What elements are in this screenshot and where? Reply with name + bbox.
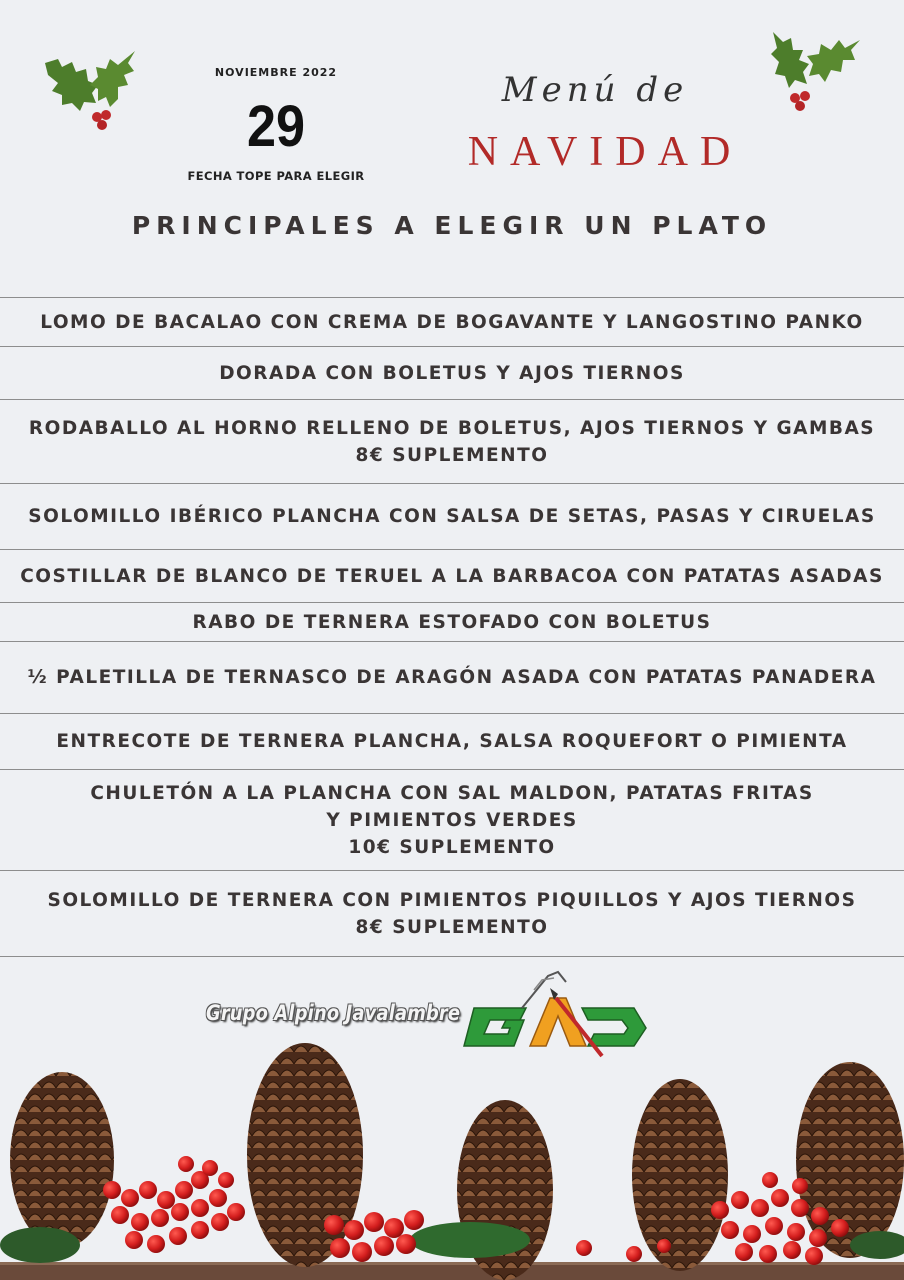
pinecone-icon bbox=[796, 1062, 904, 1258]
menu-item-text: SOLOMILLO DE TERNERA CON PIMIENTOS PIQUILLOS Y AJOS TIERNOS bbox=[47, 889, 857, 911]
menu-item-text: CHULETÓN A LA PLANCHA CON SAL MALDON, PATATAS FRITAS bbox=[90, 782, 814, 804]
menu-item bbox=[0, 713, 904, 769]
menu-item bbox=[0, 297, 904, 346]
menu-list bbox=[0, 297, 904, 957]
menu-item bbox=[0, 346, 904, 399]
holly-left-icon bbox=[40, 45, 140, 137]
menu-item-text: COSTILLAR DE BLANCO DE TERUEL A LA BARBACOA CON PATATAS ASADAS bbox=[20, 565, 884, 587]
pinecone-icon bbox=[632, 1079, 728, 1271]
menu-item-text: RABO DE TERNERA ESTOFADO CON BOLETUS bbox=[192, 611, 712, 633]
page-subtitle: PRINCIPALES A ELEGIR UN PLATO bbox=[131, 211, 773, 240]
date-caption: FECHA TOPE PARA ELEGIR bbox=[187, 169, 365, 183]
pinecone-scene bbox=[0, 1040, 904, 1280]
menu-item bbox=[0, 483, 904, 549]
menu-item-text: LOMO DE BACALAO CON CREMA DE BOGAVANTE Y LANGOSTINO PANKO bbox=[40, 311, 864, 333]
date-month: NOVIEMBRE 2022 bbox=[214, 66, 338, 79]
menu-item-text: SOLOMILLO IBÉRICO PLANCHA CON SALSA DE SETAS, PASAS Y CIRUELAS bbox=[28, 506, 876, 527]
menu-item-text: ½ PALETILLA DE TERNASCO DE ARAGÓN ASADA CON PATATAS PANADERA bbox=[27, 667, 877, 688]
menu-item-text: Y PIMIENTOS VERDES bbox=[326, 809, 578, 831]
holly-right-icon bbox=[765, 30, 865, 118]
menu-item bbox=[0, 602, 904, 641]
red-berries-icon bbox=[103, 1156, 245, 1253]
menu-item bbox=[0, 399, 904, 483]
menu-item bbox=[0, 549, 904, 602]
pinecone-icon bbox=[10, 1072, 114, 1248]
menu-item bbox=[0, 870, 904, 957]
menu-item-supplement: 8€ SUPLEMENTO bbox=[355, 444, 549, 466]
menu-item bbox=[0, 641, 904, 713]
title-menu-de: Menú de bbox=[501, 70, 689, 110]
menu-item-supplement: 10€ SUPLEMENTO bbox=[348, 836, 556, 858]
menu-item-text: DORADA CON BOLETUS Y AJOS TIERNOS bbox=[219, 362, 685, 384]
menu-item-text: RODABALLO AL HORNO RELLENO DE BOLETUS, AJOS TIERNOS Y GAMBAS bbox=[28, 417, 876, 439]
title-navidad: NAVIDAD bbox=[467, 129, 743, 175]
menu-item-text: ENTRECOTE DE TERNERA PLANCHA, SALSA ROQUEFORT O PIMIENTA bbox=[56, 731, 848, 752]
menu-item-supplement: 8€ SUPLEMENTO bbox=[355, 916, 549, 938]
menu-item bbox=[0, 769, 904, 870]
group-name: Grupo Alpino Javalambre bbox=[206, 1001, 461, 1025]
date-day: 29 bbox=[246, 94, 306, 159]
